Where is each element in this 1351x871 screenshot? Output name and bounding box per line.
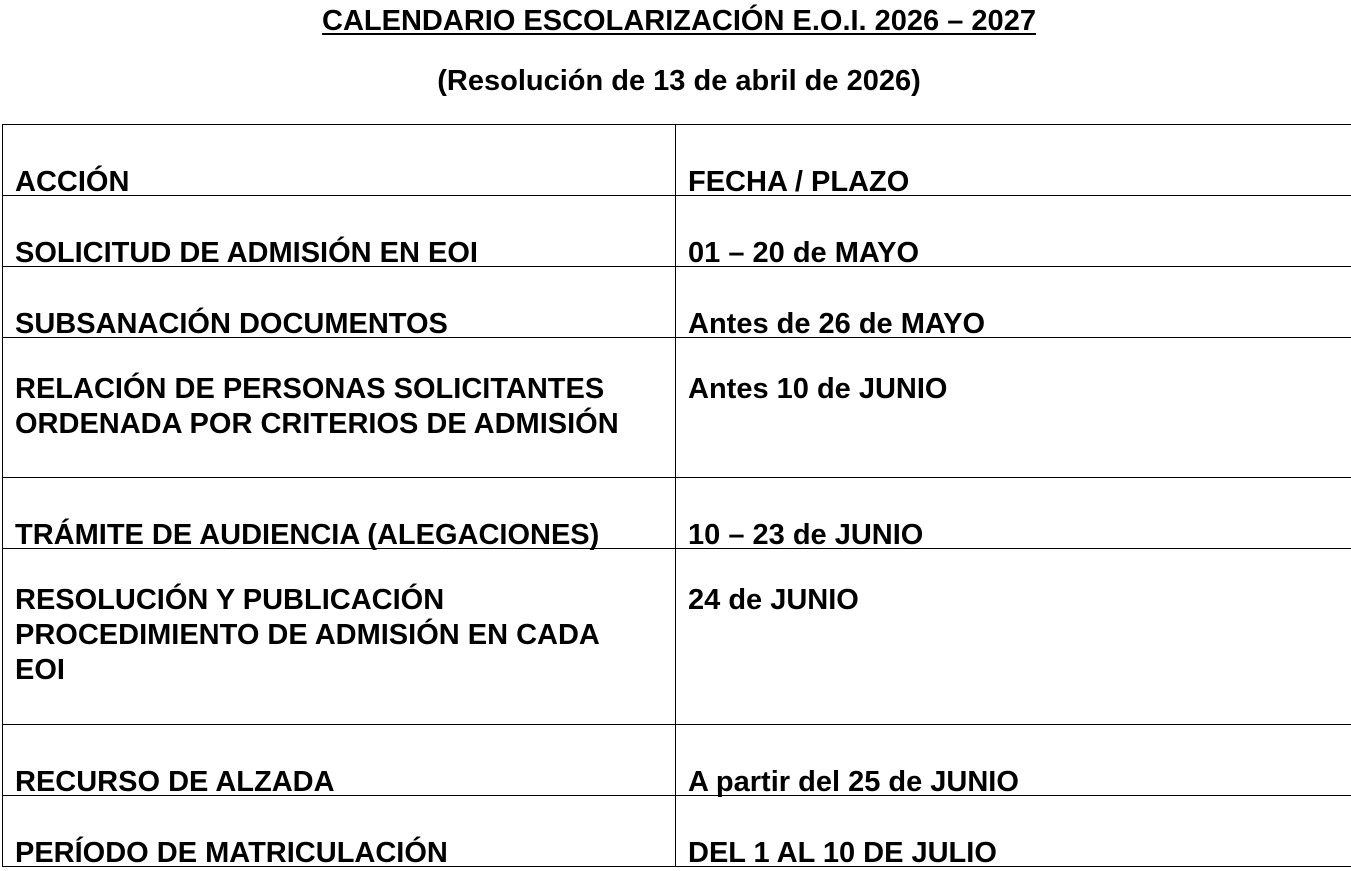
- action-cell: [3, 796, 676, 867]
- header-action: ACCIÓN: [15, 165, 675, 200]
- date-text: 10 – 23 de JUNIO: [688, 518, 1351, 553]
- table-row: [3, 549, 1351, 725]
- table-row: [3, 267, 1351, 338]
- action-text: SUBSANACIÓN DOCUMENTOS: [15, 307, 675, 342]
- action-text: RESOLUCIÓN Y PUBLICACIÓN PROCEDIMIENTO DE ADMISIÓN EN CADA EOI: [15, 583, 675, 688]
- date-cell: [676, 796, 1351, 867]
- action-cell: [3, 478, 676, 549]
- table-row: [3, 796, 1351, 867]
- action-cell: [3, 196, 676, 267]
- date-cell: [676, 196, 1351, 267]
- date-text: 01 – 20 de MAYO: [688, 236, 1351, 271]
- action-cell: [3, 267, 676, 338]
- action-text: RECURSO DE ALZADA: [15, 765, 675, 800]
- action-text: SOLICITUD DE ADMISIÓN EN EOI: [15, 236, 675, 271]
- date-cell: [676, 478, 1351, 549]
- date-text: A partir del 25 de JUNIO: [688, 765, 1351, 800]
- date-text: Antes de 26 de MAYO: [688, 307, 1351, 342]
- action-cell: [3, 725, 676, 796]
- date-text: 24 de JUNIO: [688, 583, 1351, 618]
- table-row: [3, 725, 1351, 796]
- table-row: [3, 338, 1351, 478]
- date-cell: [676, 338, 1351, 478]
- header-action-cell: [3, 125, 676, 196]
- header-date-cell: [676, 125, 1351, 196]
- date-text: Antes 10 de JUNIO: [688, 372, 1351, 407]
- date-cell: [676, 549, 1351, 725]
- calendar-table: [2, 124, 1351, 867]
- page-title: CALENDARIO ESCOLARIZACIÓN E.O.I. 2026 – 2027: [0, 4, 1351, 38]
- action-text: TRÁMITE DE AUDIENCIA (ALEGACIONES): [15, 518, 675, 553]
- table-row: [3, 196, 1351, 267]
- action-text: RELACIÓN DE PERSONAS SOLICITANTES ORDENADA POR CRITERIOS DE ADMISIÓN: [15, 372, 675, 442]
- table-header-row: [3, 125, 1351, 196]
- page-subtitle: (Resolución de 13 de abril de 2026): [0, 64, 1351, 98]
- action-text: PERÍODO DE MATRICULACIÓN: [15, 836, 675, 871]
- date-cell: [676, 267, 1351, 338]
- table-row: [3, 478, 1351, 549]
- date-text: DEL 1 AL 10 DE JULIO: [688, 836, 1351, 871]
- header-date: FECHA / PLAZO: [688, 165, 1351, 200]
- action-cell: [3, 549, 676, 725]
- date-cell: [676, 725, 1351, 796]
- action-cell: [3, 338, 676, 478]
